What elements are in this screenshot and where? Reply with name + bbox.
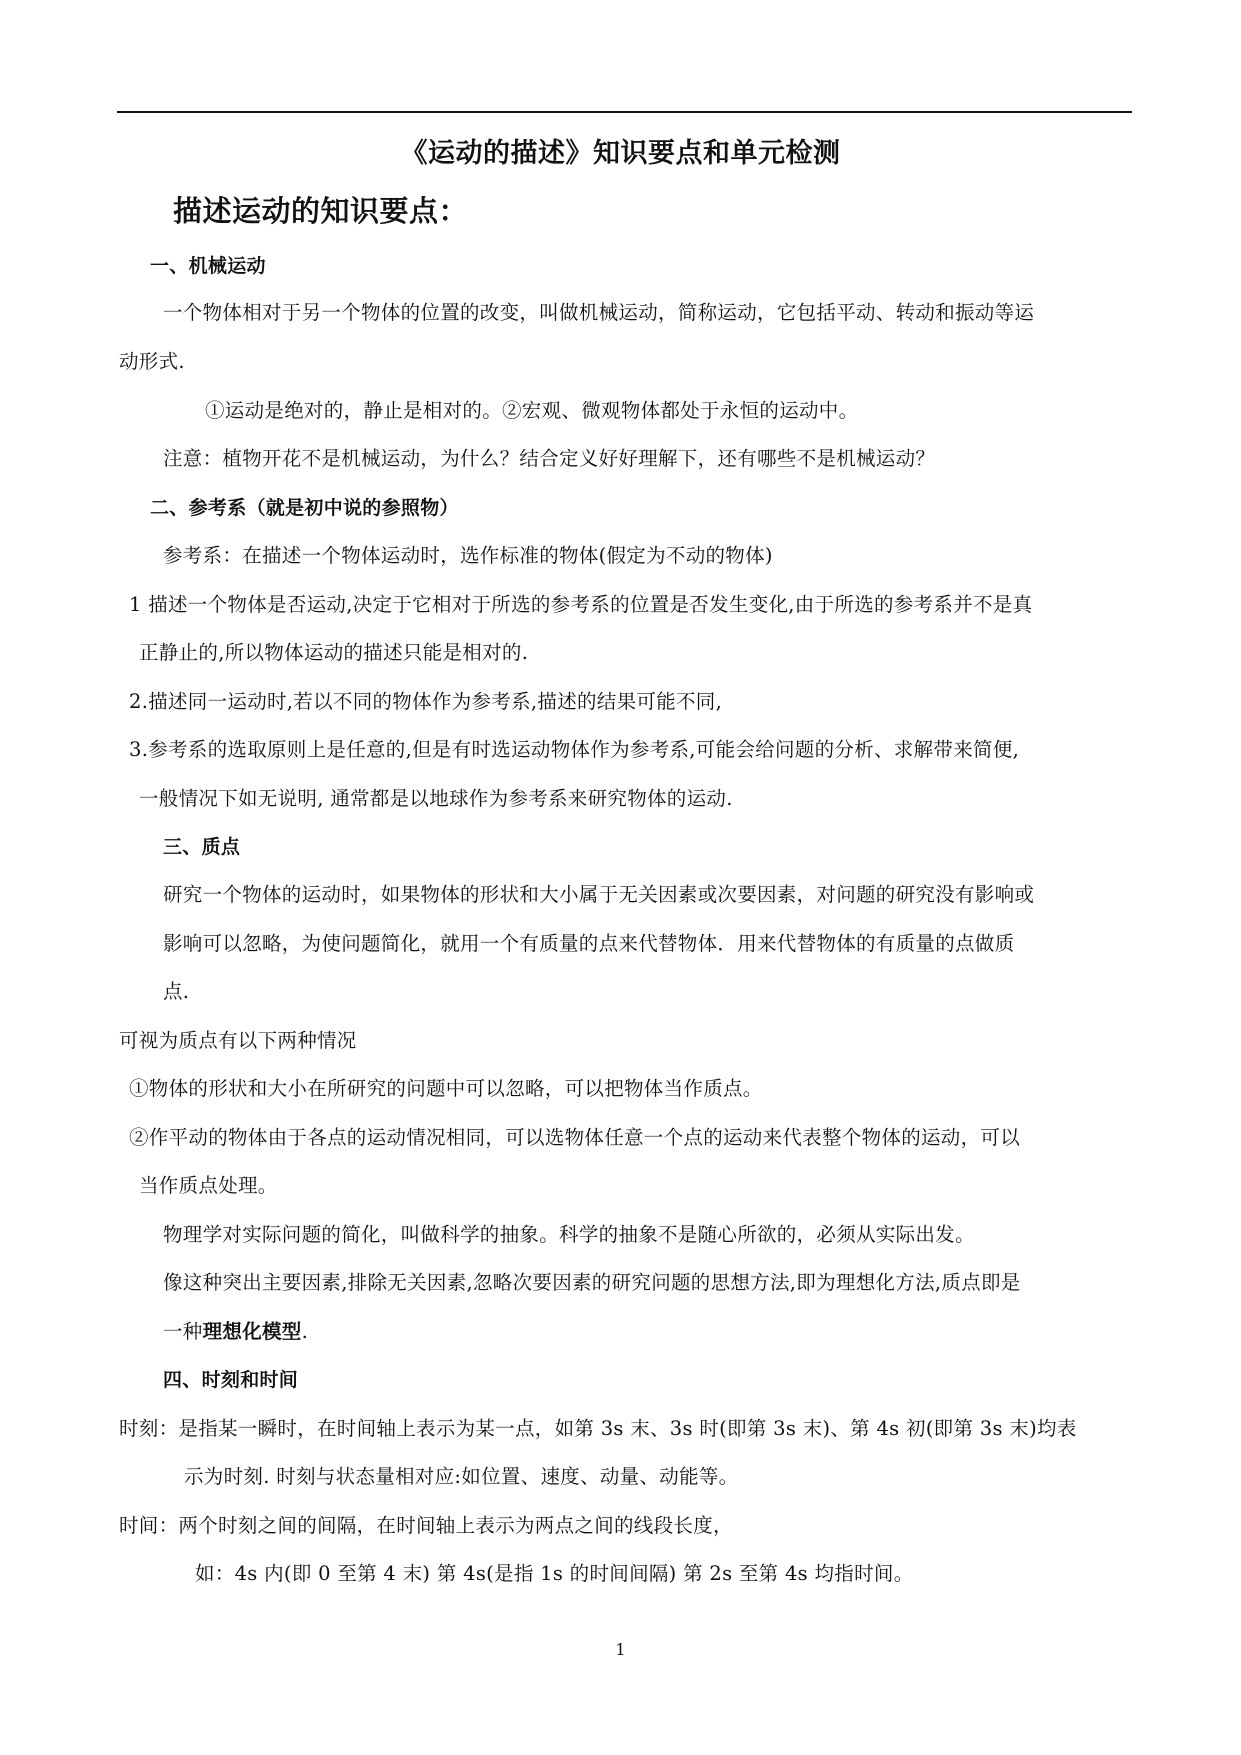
paragraph-line: 示为时刻. 时刻与状态量相对应:如位置、速度、动量、动能等。 xyxy=(184,1465,739,1488)
paragraph-line: 像这种突出主要因素,排除无关因素,忽略次要因素的研究问题的思想方法,即为理想化方法,质点即是 xyxy=(163,1271,1021,1294)
paragraph-line: ①运动是绝对的，静止是相对的。②宏观、微观物体都处于永恒的运动中。 xyxy=(205,399,859,422)
paragraph-line: 点. xyxy=(163,980,190,1003)
paragraph-line: 动形式. xyxy=(119,350,185,373)
paragraph-line: 如：4s 内(即 0 至第 4 末) 第 4s(是指 1s 的时间间隔) 第 2s 至第 4s 均指时间。 xyxy=(195,1562,914,1585)
list-item: 2.描述同一运动时,若以不同的物体作为参考系,描述的结果可能不同, xyxy=(129,690,723,713)
text-run: . xyxy=(301,1320,309,1343)
paragraph-line: 时间：两个时刻之间的间隔，在时间轴上表示为两点之间的线段长度， xyxy=(119,1514,733,1537)
heading-mass-point: 三、质点 xyxy=(163,836,241,858)
emphasis-ideal-model: 理想化模型 xyxy=(202,1320,302,1343)
paragraph-line: 影响可以忽略，为使问题简化，就用一个有质量的点来代替物体．用来代替物体的有质量的点做质 xyxy=(163,932,1015,955)
list-item-continued: 一般情况下如无说明, 通常都是以地球作为参考系来研究物体的运动. xyxy=(139,787,733,810)
paragraph-line xyxy=(163,1319,308,1345)
heading-mechanical-motion: 一、机械运动 xyxy=(150,255,266,277)
paragraph-line: 可视为质点有以下两种情况 xyxy=(119,1029,357,1052)
heading-reference-frame: 二、参考系（就是初中说的参照物） xyxy=(150,497,459,519)
paragraph-line: 注意：植物开花不是机械运动，为什么？结合定义好好理解下，还有哪些不是机械运动？ xyxy=(163,447,936,470)
list-item: ②作平动的物体由于各点的运动情况相同，可以选物体任意一个点的运动来代表整个物体的运动，可以 xyxy=(129,1126,1021,1149)
page-number: 1 xyxy=(615,1640,626,1659)
list-item-continued: 正静止的,所以物体运动的描述只能是相对的. xyxy=(139,641,529,664)
text-run: 一种 xyxy=(163,1320,203,1343)
heading-time: 四、时刻和时间 xyxy=(163,1369,299,1391)
header-rule xyxy=(117,111,1132,113)
paragraph-line: 一个物体相对于另一个物体的位置的改变，叫做机械运动，简称运动，它包括平动、转动和振动等运 xyxy=(163,301,1035,324)
document-title: 《运动的描述》知识要点和单元检测 xyxy=(400,138,841,169)
paragraph-line: 物理学对实际问题的简化，叫做科学的抽象。科学的抽象不是随心所欲的，必须从实际出发。 xyxy=(163,1223,975,1246)
list-item: ①物体的形状和大小在所研究的问题中可以忽略，可以把物体当作质点。 xyxy=(129,1077,763,1100)
section-subtitle: 描述运动的知识要点： xyxy=(173,194,469,228)
paragraph-line: 研究一个物体的运动时，如果物体的形状和大小属于无关因素或次要因素，对问题的研究没有影响或 xyxy=(163,883,1035,906)
paragraph-line: 时刻：是指某一瞬时，在时间轴上表示为某一点，如第 3s 末、3s 时(即第 3s 末)、第 4s 初(即第 3s 末)均表 xyxy=(119,1417,1077,1440)
list-item: 3.参考系的选取原则上是任意的,但是有时选运动物体作为参考系,可能会给问题的分析、求解带来简便, xyxy=(129,738,1020,761)
paragraph-line: 参考系：在描述一个物体运动时，选作标准的物体(假定为不动的物体) xyxy=(163,544,773,567)
list-item: 1 描述一个物体是否运动,决定于它相对于所选的参考系的位置是否发生变化,由于所选的参考系并不是真 xyxy=(129,593,1033,616)
list-item-continued: 当作质点处理。 xyxy=(139,1174,278,1197)
